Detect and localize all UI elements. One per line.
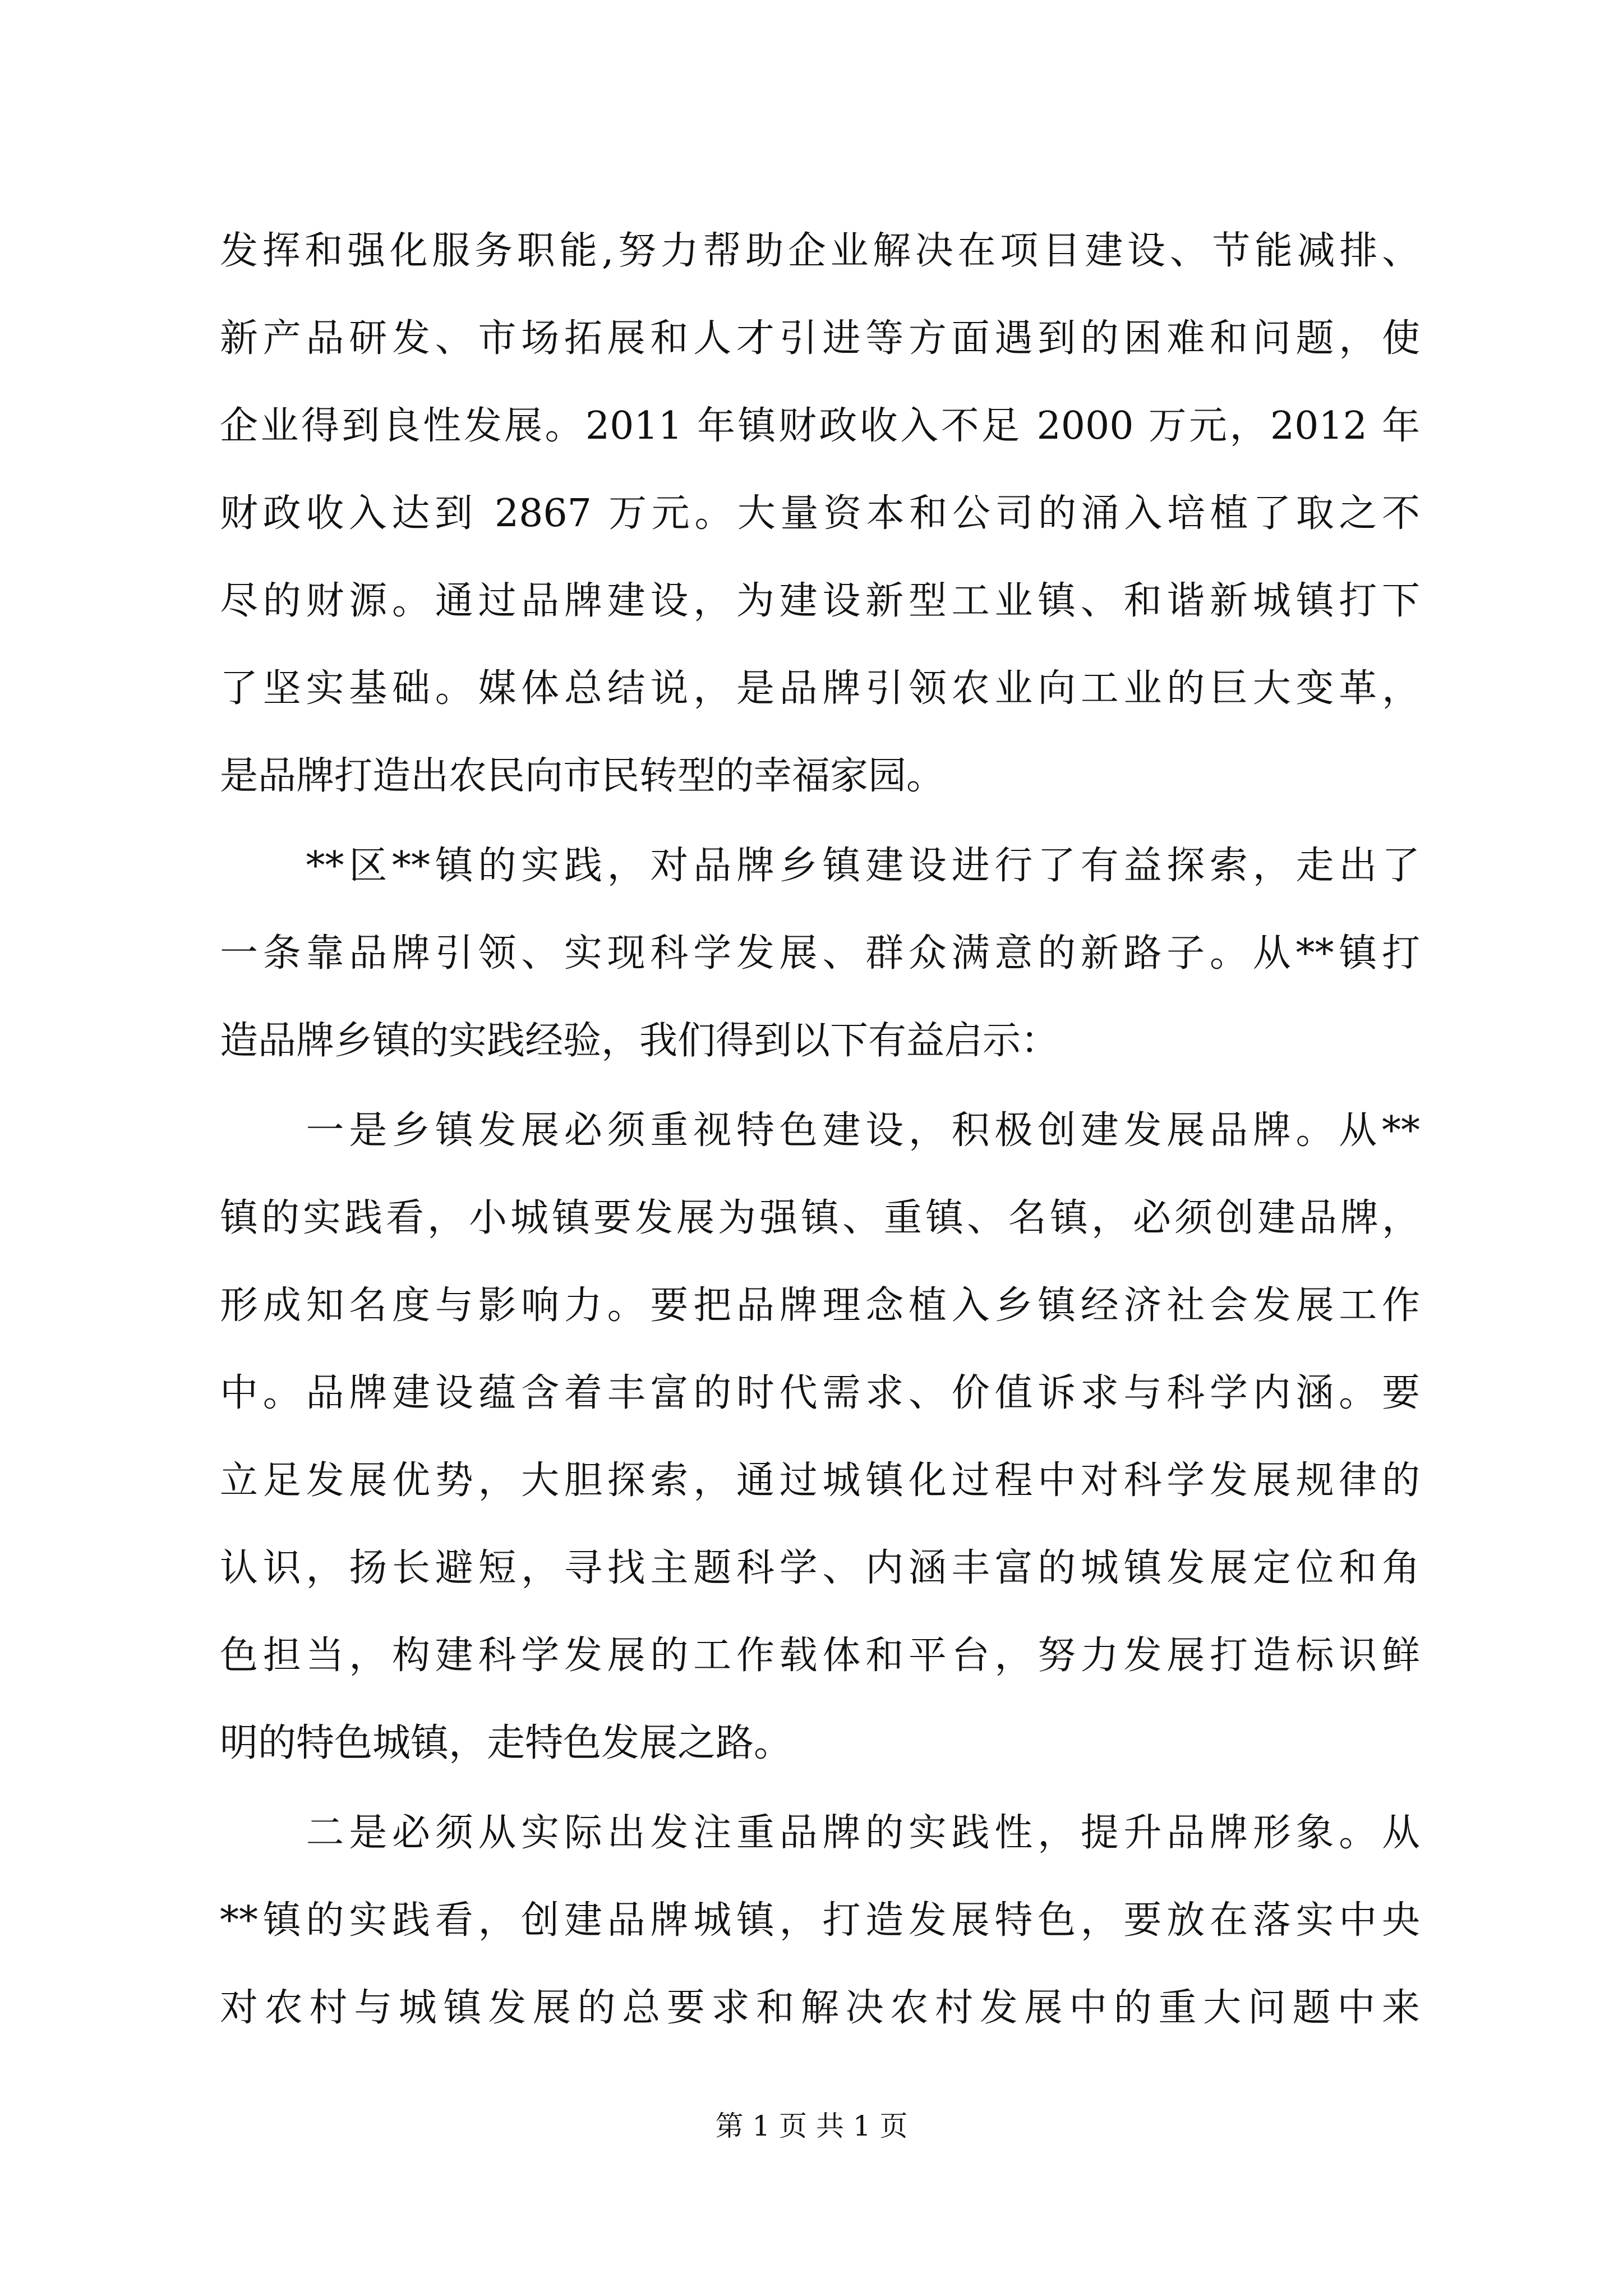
paragraph-3 [220, 1087, 1420, 1787]
text-line: 新产品研发、市场拓展和人才引进等方面遇到的困难和问题，使 [220, 316, 1420, 361]
text-line: 财政收入达到 2867 万元。大量资本和公司的涌入培植了取之不 [220, 491, 1420, 536]
text-line: 发挥和强化服务职能,努力帮助企业解决在项目建设、节能减排、 [220, 229, 1420, 273]
text-line: 认识，扬长避短，寻找主题科学、内涵丰富的城镇发展定位和角 [220, 1546, 1420, 1590]
text-line: 二是必须从实际出发注重品牌的实践性，提升品牌形象。从 [220, 1811, 1420, 1855]
text-line: 形成知名度与影响力。要把品牌理念植入乡镇经济社会发展工作 [220, 1283, 1420, 1328]
paragraph-2 [220, 822, 1420, 1085]
text-line: 是品牌打造出农民向市民转型的幸福家园。 [220, 754, 945, 798]
text-line: 企业得到良性发展。2011 年镇财政收入不足 2000 万元，2012 年 [220, 404, 1420, 448]
text-line: 了坚实基础。媒体总结说，是品牌引领农业向工业的巨大变革， [220, 666, 1420, 711]
body-text [220, 208, 1420, 2052]
paragraph-4 [220, 1789, 1420, 2052]
text-line: 对农村与城镇发展的总要求和解决农村发展中的重大问题中来 [220, 1986, 1420, 2030]
page-footer: 第 1 页 共 1 页 [715, 2110, 908, 2142]
text-line: **区**镇的实践，对品牌乡镇建设进行了有益探索，走出了 [220, 844, 1420, 888]
text-line: 尽的财源。通过品牌建设，为建设新型工业镇、和谐新城镇打下 [220, 579, 1420, 623]
text-line: 镇的实践看，小城镇要发展为强镇、重镇、名镇，必须创建品牌， [220, 1196, 1420, 1240]
text-line: 一是乡镇发展必须重视特色建设，积极创建发展品牌。从** [220, 1108, 1420, 1153]
text-line: **镇的实践看，创建品牌城镇，打造发展特色，要放在落实中央 [220, 1898, 1420, 1943]
paragraph-1 [220, 208, 1420, 820]
text-line: 一条靠品牌引领、实现科学发展、群众满意的新路子。从**镇打 [220, 931, 1420, 976]
text-line: 明的特色城镇，走特色发展之路。 [220, 1721, 792, 1765]
text-line: 造品牌乡镇的实践经验，我们得到以下有益启示： [220, 1019, 1059, 1063]
text-line: 立足发展优势，大胆探索，通过城镇化过程中对科学发展规律的 [220, 1458, 1420, 1503]
text-line: 色担当，构建科学发展的工作载体和平台，努力发展打造标识鲜 [220, 1634, 1420, 1678]
text-line: 中。品牌建设蕴含着丰富的时代需求、价值诉求与科学内涵。要 [220, 1371, 1420, 1415]
